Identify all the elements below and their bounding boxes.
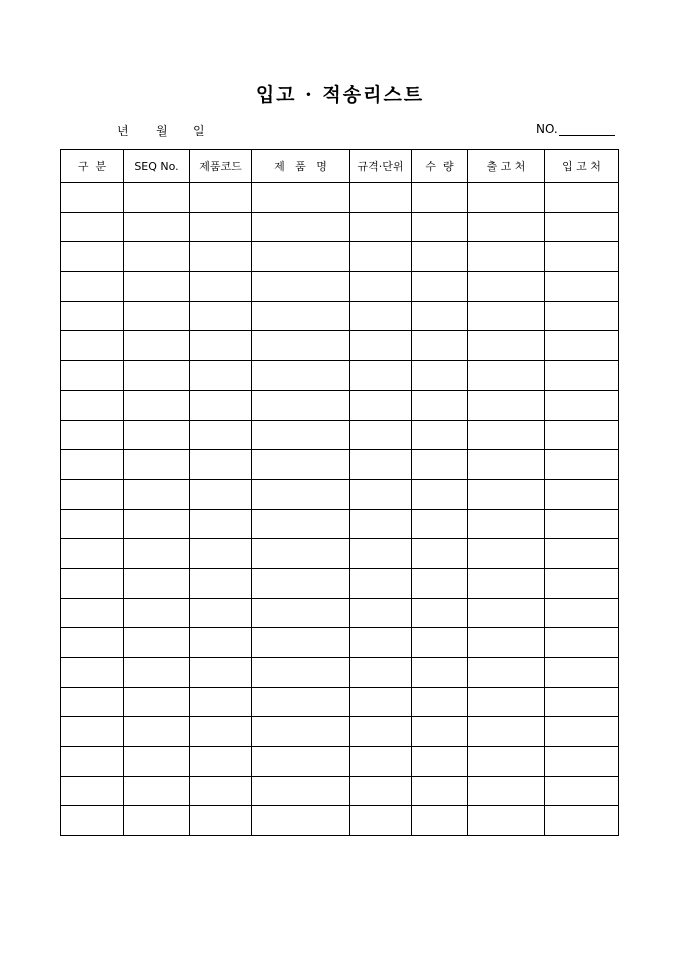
table-cell[interactable] — [252, 450, 350, 480]
table-cell[interactable] — [412, 658, 468, 688]
table-cell[interactable] — [350, 509, 412, 539]
table-cell[interactable] — [252, 301, 350, 331]
table-cell[interactable] — [412, 361, 468, 391]
table-cell[interactable] — [61, 242, 124, 272]
table-cell[interactable] — [61, 717, 124, 747]
table-cell[interactable] — [190, 242, 252, 272]
table-cell[interactable] — [124, 212, 190, 242]
page-title: 입고 · 적송리스트 — [255, 84, 425, 106]
table-cell[interactable] — [350, 628, 412, 658]
table-cell[interactable] — [61, 331, 124, 361]
table-cell[interactable] — [350, 183, 412, 213]
table-cell[interactable] — [350, 658, 412, 688]
table-cell[interactable] — [350, 598, 412, 628]
header-quantity: 수 량 — [412, 150, 468, 183]
table-cell[interactable] — [412, 420, 468, 450]
table-cell[interactable] — [468, 776, 545, 806]
table-cell[interactable] — [468, 272, 545, 302]
table-cell[interactable] — [252, 509, 350, 539]
table-cell[interactable] — [61, 361, 124, 391]
table-cell[interactable] — [545, 301, 619, 331]
table-cell[interactable] — [545, 361, 619, 391]
table-cell[interactable] — [350, 717, 412, 747]
table-cell[interactable] — [545, 658, 619, 688]
table-cell[interactable] — [252, 361, 350, 391]
table-cell[interactable] — [61, 628, 124, 658]
table-cell[interactable] — [190, 687, 252, 717]
document-number — [536, 122, 615, 136]
table-cell[interactable] — [124, 331, 190, 361]
table-row — [61, 776, 619, 806]
table-cell[interactable] — [252, 658, 350, 688]
table-cell[interactable] — [252, 628, 350, 658]
table-cell[interactable] — [190, 628, 252, 658]
table-cell[interactable] — [412, 331, 468, 361]
table-cell[interactable] — [252, 479, 350, 509]
no-blank-line — [559, 123, 615, 136]
table-cell[interactable] — [190, 301, 252, 331]
table-row — [61, 539, 619, 569]
table-cell[interactable] — [61, 479, 124, 509]
date-year-label: 년 — [117, 124, 129, 138]
table-cell[interactable] — [190, 212, 252, 242]
table-cell[interactable] — [61, 183, 124, 213]
table-cell[interactable] — [252, 806, 350, 836]
table-row — [61, 806, 619, 836]
table-cell[interactable] — [350, 331, 412, 361]
table-cell[interactable] — [252, 687, 350, 717]
table-cell[interactable] — [468, 212, 545, 242]
table-cell[interactable] — [252, 539, 350, 569]
table-cell[interactable] — [412, 390, 468, 420]
table-cell[interactable] — [545, 331, 619, 361]
table-cell[interactable] — [545, 479, 619, 509]
table-body — [61, 183, 619, 836]
table-cell[interactable] — [350, 747, 412, 777]
table-cell[interactable] — [350, 687, 412, 717]
table-cell[interactable] — [61, 776, 124, 806]
table-cell[interactable] — [545, 717, 619, 747]
date-line — [117, 122, 205, 139]
table-cell[interactable] — [350, 806, 412, 836]
table-cell[interactable] — [468, 598, 545, 628]
table-cell[interactable] — [124, 390, 190, 420]
table-cell[interactable] — [545, 509, 619, 539]
header-product-name: 제 품 명 — [252, 150, 350, 183]
header-seq-no: SEQ No. — [124, 150, 190, 183]
table-cell[interactable] — [124, 628, 190, 658]
table-row — [61, 479, 619, 509]
table-cell[interactable] — [412, 747, 468, 777]
table-cell[interactable] — [545, 687, 619, 717]
table-cell[interactable] — [468, 509, 545, 539]
table-cell[interactable] — [545, 242, 619, 272]
table-cell[interactable] — [252, 747, 350, 777]
table-row — [61, 598, 619, 628]
table-row — [61, 628, 619, 658]
table-cell[interactable] — [468, 479, 545, 509]
table-cell[interactable] — [190, 776, 252, 806]
table-row — [61, 361, 619, 391]
table-cell[interactable] — [468, 450, 545, 480]
table-cell[interactable] — [124, 776, 190, 806]
table-cell[interactable] — [468, 539, 545, 569]
table-cell[interactable] — [545, 568, 619, 598]
receipt-transfer-table — [60, 149, 619, 836]
table-cell[interactable] — [190, 717, 252, 747]
table-cell[interactable] — [545, 450, 619, 480]
table-cell[interactable] — [124, 539, 190, 569]
table-row — [61, 183, 619, 213]
table-cell[interactable] — [468, 331, 545, 361]
table-row — [61, 687, 619, 717]
table-cell[interactable] — [61, 687, 124, 717]
table-cell[interactable] — [61, 539, 124, 569]
table-cell[interactable] — [545, 539, 619, 569]
table-cell[interactable] — [61, 747, 124, 777]
table-cell[interactable] — [252, 242, 350, 272]
table-cell[interactable] — [468, 747, 545, 777]
table-cell[interactable] — [124, 568, 190, 598]
table-cell[interactable] — [190, 747, 252, 777]
table-cell[interactable] — [190, 450, 252, 480]
table-cell[interactable] — [124, 420, 190, 450]
table-cell[interactable] — [412, 242, 468, 272]
table-row — [61, 390, 619, 420]
table-cell[interactable] — [61, 509, 124, 539]
table-cell[interactable] — [468, 717, 545, 747]
table-cell[interactable] — [350, 212, 412, 242]
table-cell[interactable] — [61, 568, 124, 598]
table-cell[interactable] — [350, 420, 412, 450]
table-cell[interactable] — [252, 776, 350, 806]
table-cell[interactable] — [412, 509, 468, 539]
table-cell[interactable] — [412, 479, 468, 509]
table-cell[interactable] — [190, 658, 252, 688]
table-row — [61, 331, 619, 361]
table-row — [61, 272, 619, 302]
table-cell[interactable] — [545, 628, 619, 658]
table-cell[interactable] — [468, 390, 545, 420]
table-row — [61, 658, 619, 688]
date-month-label: 월 — [156, 124, 168, 138]
table-cell[interactable] — [61, 420, 124, 450]
table-cell[interactable] — [350, 568, 412, 598]
table-cell[interactable] — [252, 568, 350, 598]
table-cell[interactable] — [545, 598, 619, 628]
table-cell[interactable] — [545, 390, 619, 420]
table-row — [61, 747, 619, 777]
table-cell[interactable] — [412, 598, 468, 628]
table-cell[interactable] — [412, 687, 468, 717]
table-row — [61, 212, 619, 242]
table-cell[interactable] — [61, 272, 124, 302]
table-cell[interactable] — [124, 301, 190, 331]
header-product-code: 제품코드 — [190, 150, 252, 183]
table-cell[interactable] — [545, 212, 619, 242]
table-cell[interactable] — [124, 479, 190, 509]
table-cell[interactable] — [190, 420, 252, 450]
header-category: 구 분 — [61, 150, 124, 183]
table-cell[interactable] — [545, 420, 619, 450]
table-cell[interactable] — [350, 479, 412, 509]
date-day-label: 일 — [193, 124, 205, 138]
table-cell[interactable] — [412, 183, 468, 213]
table-cell[interactable] — [252, 212, 350, 242]
table-cell[interactable] — [412, 568, 468, 598]
table-cell[interactable] — [124, 658, 190, 688]
table-cell[interactable] — [252, 183, 350, 213]
table-cell[interactable] — [124, 687, 190, 717]
table-cell[interactable] — [124, 183, 190, 213]
table-row — [61, 420, 619, 450]
table-cell[interactable] — [350, 272, 412, 302]
table-cell[interactable] — [124, 272, 190, 302]
table-cell[interactable] — [468, 568, 545, 598]
table-cell[interactable] — [252, 390, 350, 420]
table-cell[interactable] — [412, 806, 468, 836]
table-cell[interactable] — [468, 658, 545, 688]
table-cell[interactable] — [190, 568, 252, 598]
table-cell[interactable] — [190, 479, 252, 509]
table-cell[interactable] — [61, 658, 124, 688]
table-cell[interactable] — [61, 212, 124, 242]
table-cell[interactable] — [61, 598, 124, 628]
table-row — [61, 450, 619, 480]
table-cell[interactable] — [350, 776, 412, 806]
table-cell[interactable] — [545, 747, 619, 777]
table-cell[interactable] — [412, 717, 468, 747]
table-cell[interactable] — [190, 509, 252, 539]
table-cell[interactable] — [545, 806, 619, 836]
table-row — [61, 717, 619, 747]
table-cell[interactable] — [412, 301, 468, 331]
table-cell[interactable] — [468, 806, 545, 836]
table-cell[interactable] — [350, 361, 412, 391]
table-cell[interactable] — [412, 628, 468, 658]
table-cell[interactable] — [468, 687, 545, 717]
table-cell[interactable] — [124, 598, 190, 628]
table-cell[interactable] — [350, 450, 412, 480]
table-row — [61, 568, 619, 598]
table-cell[interactable] — [350, 390, 412, 420]
table-cell[interactable] — [252, 331, 350, 361]
table-cell[interactable] — [412, 776, 468, 806]
table-cell[interactable] — [124, 806, 190, 836]
table-row — [61, 242, 619, 272]
no-label: NO. — [536, 122, 558, 136]
table-cell[interactable] — [252, 717, 350, 747]
table-cell[interactable] — [190, 539, 252, 569]
table-cell[interactable] — [190, 331, 252, 361]
table-cell[interactable] — [468, 183, 545, 213]
table-row — [61, 509, 619, 539]
table-cell[interactable] — [252, 598, 350, 628]
table-cell[interactable] — [545, 776, 619, 806]
header-receive-at: 입 고 처 — [545, 150, 619, 183]
table-cell[interactable] — [124, 242, 190, 272]
table-cell[interactable] — [412, 450, 468, 480]
table-cell[interactable] — [468, 301, 545, 331]
table-cell[interactable] — [252, 420, 350, 450]
table-cell[interactable] — [545, 272, 619, 302]
table-cell[interactable] — [350, 539, 412, 569]
table-cell[interactable] — [468, 242, 545, 272]
table-cell[interactable] — [61, 301, 124, 331]
table-cell[interactable] — [190, 598, 252, 628]
table-cell[interactable] — [190, 272, 252, 302]
table-cell[interactable] — [350, 301, 412, 331]
table-cell[interactable] — [468, 420, 545, 450]
table-cell[interactable] — [124, 509, 190, 539]
table-cell[interactable] — [412, 539, 468, 569]
table-cell[interactable] — [190, 183, 252, 213]
table-cell[interactable] — [190, 361, 252, 391]
table-header-row — [61, 150, 619, 183]
table-cell[interactable] — [468, 628, 545, 658]
table-cell[interactable] — [61, 450, 124, 480]
table-row — [61, 301, 619, 331]
table-cell[interactable] — [412, 212, 468, 242]
table-cell[interactable] — [252, 272, 350, 302]
header-spec-unit: 규격·단위 — [350, 150, 412, 183]
table-cell[interactable] — [412, 272, 468, 302]
table-cell[interactable] — [190, 806, 252, 836]
table-cell[interactable] — [124, 361, 190, 391]
header-ship-from: 출 고 처 — [468, 150, 545, 183]
table-cell[interactable] — [61, 806, 124, 836]
table-cell[interactable] — [468, 361, 545, 391]
table-cell[interactable] — [61, 390, 124, 420]
table-cell[interactable] — [124, 747, 190, 777]
table-cell[interactable] — [350, 242, 412, 272]
table-cell[interactable] — [190, 390, 252, 420]
table-cell[interactable] — [124, 450, 190, 480]
table-cell[interactable] — [124, 717, 190, 747]
table-cell[interactable] — [545, 183, 619, 213]
